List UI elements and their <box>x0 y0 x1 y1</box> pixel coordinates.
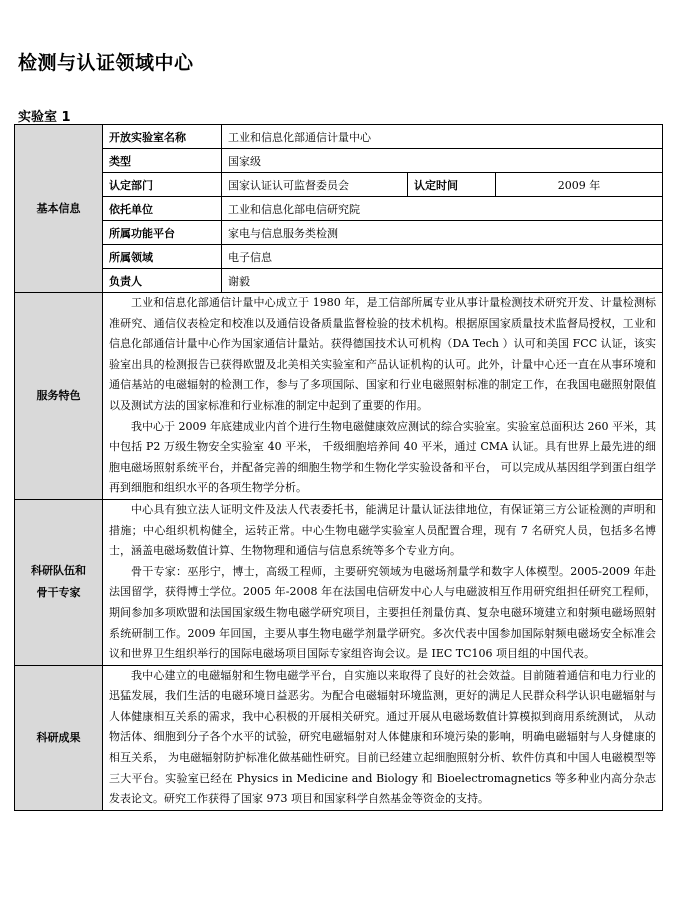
team-paragraph: 中心具有独立法人证明文件及法人代表委托书，能满足计量认证法律地位，有保证第三方公证检测的声明和措施；中心组织机构健全，运转正常。中心生物电磁学实验室人员配置合理，现有 7 名研究人员，包括多名博士，涵盖电磁场数值计算、生物物理和通信与信息系统等多个专业方向。 <box>109 502 656 558</box>
section-label-team-line1: 科研队伍和 <box>31 564 86 578</box>
field-value-approval-time: 2009 年 <box>496 173 663 197</box>
field-label-platform: 所属功能平台 <box>103 221 222 245</box>
page-title: 检测与认证领域中心 <box>18 52 194 74</box>
field-value-host: 工业和信息化部电信研究院 <box>222 197 663 221</box>
lab-title: 实验室 1 <box>18 110 71 125</box>
field-value-leader: 谢毅 <box>222 269 663 293</box>
info-row-name <box>15 125 663 149</box>
field-label-leader: 负责人 <box>103 269 222 293</box>
lab-info-table <box>14 124 663 811</box>
team-row <box>15 499 663 665</box>
team-paragraph: 骨干专家：巫彤宁，博士，高级工程师，主要研究领域为电磁场剂量学和数字人体模型。2005-2009 年赴法国留学，获得博士学位。2005 年-2008 年在法国电信研发中心人与电磁波相互作用研究组担任研究工程师，期间参加多项欧盟和法国国家级生物电磁学研究项目，主要担任剂量仿真、复杂电磁环境建立和射频电磁场照射系统研制工作。2009 年回国，主要从事生物电磁学剂量学研究。多次代表中国参加国际射频电磁场安全标准会议和世界卫生组织举行的国际电磁场项目国际专家组咨询会议。是 IEC TC106 项目组的中国代表。 <box>109 564 656 661</box>
field-value-type: 国家级 <box>222 149 663 173</box>
field-label-approval-time: 认定时间 <box>408 173 496 197</box>
section-label-results: 科研成果 <box>15 665 103 810</box>
results-row <box>15 665 663 810</box>
field-value-lab-name: 工业和信息化部通信计量中心 <box>222 125 663 149</box>
section-label-team <box>15 499 103 665</box>
section-label-service: 服务特色 <box>15 293 103 500</box>
field-label-host: 依托单位 <box>103 197 222 221</box>
field-label-lab-name: 开放实验室名称 <box>103 125 222 149</box>
field-label-domain: 所属领域 <box>103 245 222 269</box>
field-value-platform: 家电与信息服务类检测 <box>222 221 663 245</box>
info-row-leader <box>15 269 663 293</box>
field-label-authority: 认定部门 <box>103 173 222 197</box>
field-label-type: 类型 <box>103 149 222 173</box>
results-paragraph: 我中心建立的电磁辐射和生物电磁学平台，自实施以来取得了良好的社会效益。目前随着通信和电力行业的迅猛发展，我们生活的电磁环境日益恶劣。为配合电磁辐射环境监测，更好的满足人民群众科学认识电磁辐射与人体健康相互关系的需求，我中心积极的开展相关研究。通过开展从电磁场数值计算模拟到商用系统测试， 从动物活体、细胞到分子各个水平的试验，研究电磁辐射对人体健康和环境污染的影响，明确电磁辐射与人身健康的相互关系， 为电磁辐射防护标准化做基础性研究。目前已经建立起细胞照射分析、软件仿真和中国人电磁模型等三大平台。实验室已经在 Physics in Medicine and Biology 和 Bioelectromagnetics 等多种业内高分杂志发表论文。研究工作获得了国家 973 项目和国家科学自然基金等资金的支持。 <box>109 668 656 806</box>
field-value-authority: 国家认证认可监督委员会 <box>222 173 408 197</box>
info-row-type <box>15 149 663 173</box>
info-row-authority <box>15 173 663 197</box>
section-label-basic-info: 基本信息 <box>15 125 103 293</box>
results-text <box>103 665 663 810</box>
info-row-platform <box>15 221 663 245</box>
info-row-domain <box>15 245 663 269</box>
service-text <box>103 293 663 500</box>
service-paragraph: 我中心于 2009 年底建成业内首个进行生物电磁健康效应测试的综合实验室。实验室总面积达 260 平米，其中包括 P2 万级生物安全实验室 40 平米， 千级细胞培养间 40 平米，通过 CMA 认证。具有世界上最先进的细胞电磁场照射系统平台，并配备完善的细胞生物学和生物化学实验设备和平台， 可以完成从基因组学到蛋白组学再到细胞和组织水平的各项生物学分析。 <box>109 419 656 495</box>
team-text <box>103 499 663 665</box>
field-value-domain: 电子信息 <box>222 245 663 269</box>
service-row <box>15 293 663 500</box>
info-row-host <box>15 197 663 221</box>
service-paragraph: 工业和信息化部通信计量中心成立于 1980 年，是工信部所属专业从事计量检测技术研究开发、计量检测标准研究、通信仪表检定和校准以及通信设备质量监督检验的技术机构。根据原国家质量技术监督局授权，工业和信息化部通信计量中心作为国家通信计量站。获得德国技术认可机构（DA Tech ）认可和美国 FCC 认证，该实验室出具的检测报告已获得欧盟及北美相关实验室和产品认证机构的认可。此外，计量中心还一直在从事环境和通信基站的电磁辐射的检测工作，参与了多项国际、国家和行业电磁照射标准的制定工作，在我国电磁照射限值以及测试方法的国家标准和行业标准的制定中起到了重要的作用。 <box>109 296 656 412</box>
section-label-team-line2: 骨干专家 <box>36 586 81 600</box>
